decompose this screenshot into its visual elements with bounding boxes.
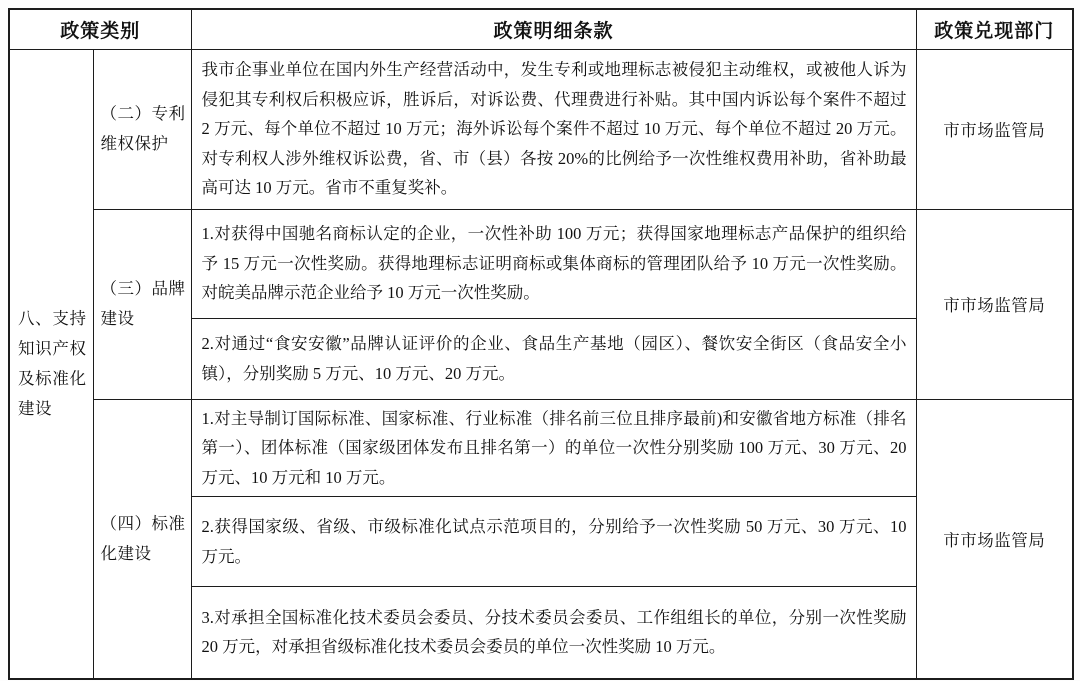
- section-label-standardization: （四）标准化建设: [93, 399, 191, 679]
- category-cell: 八、支持知识产权及标准化建设: [9, 49, 93, 679]
- policy-detail-cell: 我市企事业单位在国内外生产经营活动中，发生专利或地理标志被侵犯主动维权，或被他人诉为侵犯其专利权后积极应诉，胜诉后，对诉讼费、代理费进行补贴。其中国内诉讼每个案件不超过 2 万元、每个单位不超过 10 万元；海外诉讼每个案件不超过 10 万元、每个单位不超过 20 万元。对专利权人涉外维权诉讼费，省、市（县）各按 20%的比例给予一次性维权费用补助，省补助最高可达 10 万元。省市不重复奖补。: [191, 49, 916, 209]
- policy-table: [8, 8, 1074, 680]
- policy-detail-cell: 1.对获得中国驰名商标认定的企业，一次性补助 100 万元；获得国家地理标志产品保护的组织给予 15 万元一次性奖励。获得地理标志证明商标或集体商标的管理团队给予 10 万元一次性奖励。对皖美品牌示范企业给予 10 万元一次性奖励。: [191, 209, 916, 318]
- section-label-brand-building: （三）品牌建设: [93, 209, 191, 399]
- section-label-patent-protection: （二）专利维权保护: [93, 49, 191, 209]
- header-policy-detail: 政策明细条款: [191, 9, 916, 49]
- department-cell: 市市场监管局: [916, 209, 1073, 399]
- policy-detail-cell: 3.对承担全国标准化技术委员会委员、分技术委员会委员、工作组组长的单位，分别一次性奖励 20 万元，对承担省级标准化技术委员会委员的单位一次性奖励 10 万元。: [191, 587, 916, 679]
- department-cell: 市市场监管局: [916, 399, 1073, 679]
- header-policy-department: 政策兑现部门: [916, 9, 1073, 49]
- policy-detail-cell: 1.对主导制订国际标准、国家标准、行业标准（排名前三位且排序最前)和安徽省地方标准（排名第一）、团体标准（国家级团体发布且排名第一）的单位一次性分别奖励 100 万元、30 万元、20 万元、10 万元和 10 万元。: [191, 399, 916, 497]
- table-row: [9, 49, 1073, 209]
- header-policy-category: 政策类别: [9, 9, 191, 49]
- header-row: [9, 9, 1073, 49]
- table-row: [9, 399, 1073, 497]
- policy-detail-cell: 2.对通过“食安安徽”品牌认证评价的企业、食品生产基地（园区）、餐饮安全街区（食品安全小镇），分别奖励 5 万元、10 万元、20 万元。: [191, 318, 916, 399]
- policy-detail-cell: 2.获得国家级、省级、市级标准化试点示范项目的，分别给予一次性奖励 50 万元、30 万元、10 万元。: [191, 497, 916, 587]
- department-cell: 市市场监管局: [916, 49, 1073, 209]
- table-row: [9, 209, 1073, 318]
